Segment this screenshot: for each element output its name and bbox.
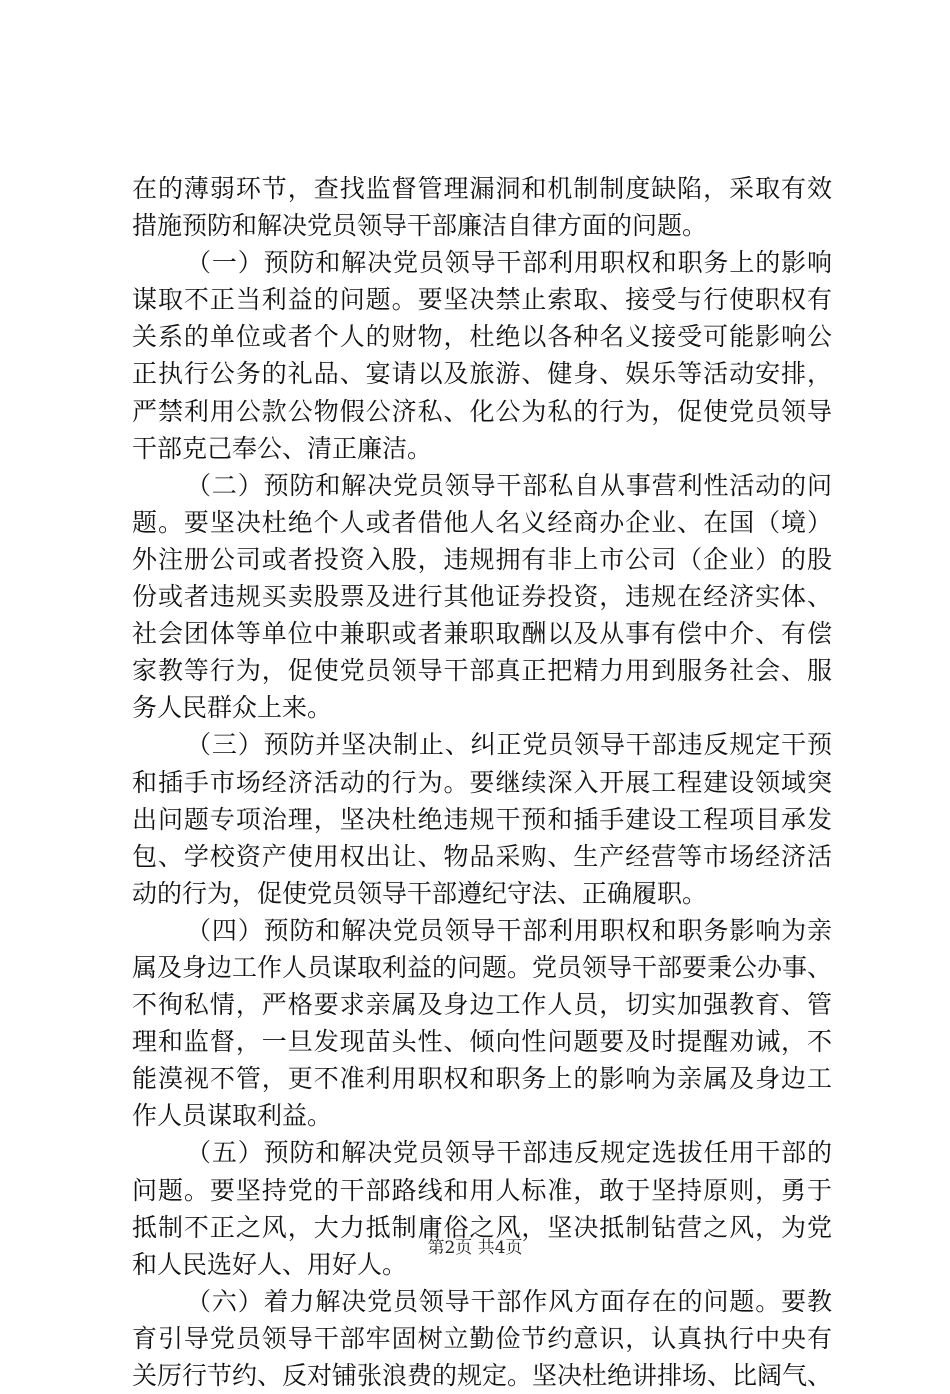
text-line: 能漠视不管，更不准利用职权和职务上的影响为亲属及身边工: [132, 1064, 832, 1094]
text-line: （五）预防和解决党员领导干部违反规定选拔任用干部的: [186, 1138, 832, 1168]
text-line: 和插手市场经济活动的行为。要继续深入开展工程建设领域突: [132, 767, 832, 797]
text-line: 家教等行为，促使党员领导干部真正把精力用到服务社会、服: [132, 656, 832, 686]
text-line: 严禁利用公款公物假公济私、化公为私的行为，促使党员领导: [132, 396, 832, 426]
text-line: 不徇私情，严格要求亲属及身边工作人员，切实加强教育、管: [132, 990, 832, 1020]
text-line: 题。要坚决杜绝个人或者借他人名义经商办企业、在国（境）: [132, 507, 832, 537]
text-line: （四）预防和解决党员领导干部利用职权和职务影响为亲: [186, 915, 832, 945]
text-line: （二）预防和解决党员领导干部私自从事营利性活动的问: [186, 470, 832, 500]
text-line: 干部克己奉公、清正廉洁。: [132, 433, 433, 463]
text-line: 和人民选好人、用好人。: [132, 1249, 408, 1279]
page-footer: [0, 1236, 950, 1260]
text-line: 在的薄弱环节，查找监督管理漏洞和机制制度缺陷，采取有效: [132, 174, 832, 203]
text-line: （三）预防并坚决制止、纠正党员领导干部违反规定干预: [186, 730, 832, 760]
text-line: 属及身边工作人员谋取利益的问题。党员领导干部要秉公办事、: [132, 952, 832, 982]
text-line: 理和监督，一旦发现苗头性、倾向性问题要及时提醒劝诫，不: [132, 1027, 832, 1057]
text-line: 育引导党员领导干部牢固树立勤俭节约意识，认真执行中央有: [132, 1323, 832, 1353]
text-line: 正执行公务的礼品、宴请以及旅游、健身、娱乐等活动安排，: [132, 359, 832, 389]
text-line: 包、学校资产使用权出让、物品采购、生产经营等市场经济活: [132, 841, 832, 871]
text-line: 份或者违规买卖股票及进行其他证券投资，违规在经济实体、: [132, 582, 832, 612]
text-line: 外注册公司或者投资入股，违规拥有非上市公司（企业）的股: [132, 544, 832, 574]
page-number-label: 第2页 共4页: [427, 1238, 523, 1258]
text-line: 务人民群众上来。: [132, 693, 333, 723]
text-line: （六）着力解决党员领导干部作风方面存在的问题。要教: [186, 1286, 832, 1316]
text-line: 关厉行节约、反对铺张浪费的规定。坚决杜绝讲排场、比阔气、: [132, 1361, 832, 1390]
text-line: 关系的单位或者个人的财物，杜绝以各种名义接受可能影响公: [132, 322, 832, 352]
text-line: 作人员谋取利益。: [132, 1101, 333, 1131]
text-line: 措施预防和解决党员领导干部廉洁自律方面的问题。: [132, 211, 708, 241]
text-line: 社会团体等单位中兼职或者兼职取酬以及从事有偿中介、有偿: [132, 619, 832, 649]
document-body: [132, 170, 832, 1394]
text-line: 抵制不正之风，大力抵制庸俗之风，坚决抵制钻营之风，为党: [132, 1212, 832, 1242]
text-line: （一）预防和解决党员领导干部利用职权和职务上的影响: [186, 248, 832, 278]
text-line: 动的行为，促使党员领导干部遵纪守法、正确履职。: [132, 878, 708, 908]
text-line: 出问题专项治理，坚决杜绝违规干预和插手建设工程项目承发: [132, 804, 832, 834]
text-line: 问题。要坚持党的干部路线和用人标准，敢于坚持原则，勇于: [132, 1175, 832, 1205]
text-line: 谋取不正当利益的问题。要坚决禁止索取、接受与行使职权有: [132, 285, 832, 315]
